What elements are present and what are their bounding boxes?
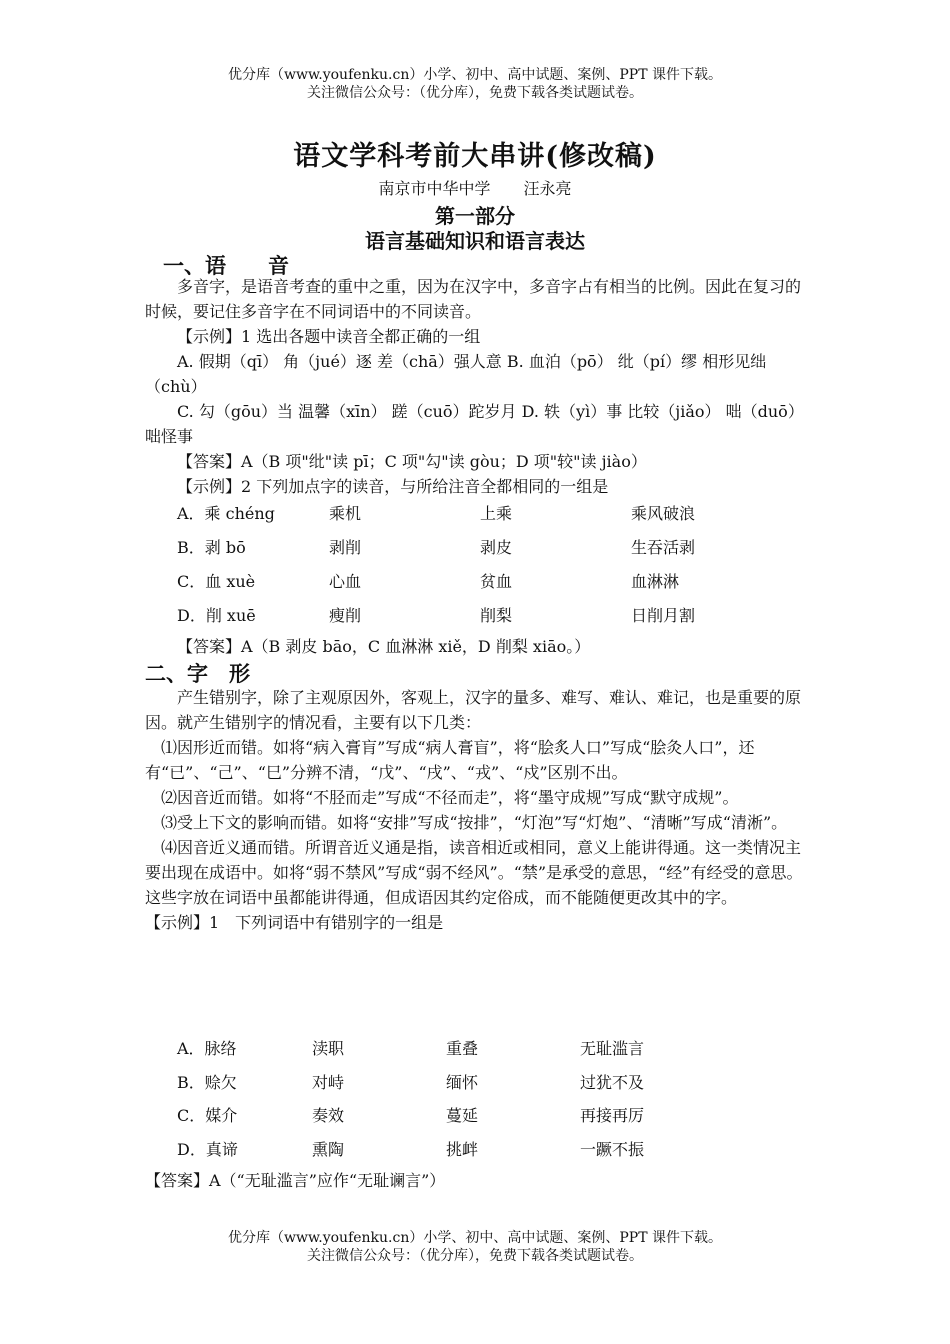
author-name: 汪永亮 bbox=[523, 179, 572, 198]
ex2-b-4: 生吞活剥 bbox=[631, 538, 696, 557]
example2-prompt: 【示例】2 下列加点字的读音，与所给注音全都相同的一组是 bbox=[177, 477, 609, 496]
answer2-block bbox=[145, 634, 807, 659]
ex3-b-3: 缅怀 bbox=[446, 1073, 479, 1092]
ex3-b-4: 过犹不及 bbox=[580, 1073, 645, 1092]
header-line-2: 关注微信公众号：（优分库），免费下载各类试题试卷。 bbox=[307, 85, 643, 101]
header-line-1: 优分库（www.youfenku.cn）小学、初中、高中试题、案例、PPT 课件下载。 bbox=[227, 67, 722, 83]
section1-heading: 一、语 音 bbox=[163, 253, 289, 278]
ex3-a-2: 渎职 bbox=[312, 1039, 345, 1058]
ex2-c-1: C．血 xuè bbox=[177, 572, 256, 591]
ex3-d-2: 熏陶 bbox=[312, 1140, 345, 1159]
ex2-d-1: D．削 xuē bbox=[177, 606, 256, 625]
ex2-c-3: 贫血 bbox=[480, 572, 513, 591]
author-line bbox=[0, 176, 950, 199]
ex3-c-1: C．媒介 bbox=[177, 1106, 238, 1125]
page-footer bbox=[0, 1229, 950, 1265]
ex3-c-2: 奏效 bbox=[312, 1106, 345, 1125]
section2-example-prompt: 【示例】1 下列词语中有错别字的一组是 bbox=[145, 913, 444, 932]
section1-intro: 多音字，是语音考查的重中之重，因为在汉字中，多音字占有相当的比例。因此在复习的时候，要记住多音字在不同词语中的不同读音。 bbox=[145, 277, 802, 321]
part-subtitle: 语言基础知识和语言表达 bbox=[365, 229, 585, 253]
ex3-a-4: 无耻滥言 bbox=[580, 1039, 645, 1058]
footer-line-1: 优分库（www.youfenku.cn）小学、初中、高中试题、案例、PPT 课件下载。 bbox=[227, 1230, 722, 1246]
ex3-b-1: B．赊欠 bbox=[177, 1073, 237, 1092]
footer-line-2: 关注微信公众号：（优分库），免费下载各类试题试卷。 bbox=[307, 1248, 643, 1264]
ex2-a-3: 上乘 bbox=[480, 504, 513, 523]
example1-prompt: 【示例】1 选出各题中读音全都正确的一组 bbox=[177, 327, 481, 346]
ex2-b-3: 剥皮 bbox=[480, 538, 513, 557]
author-school: 南京市中华中学 bbox=[378, 179, 491, 198]
document-title: 语文学科考前大串讲(修改稿) bbox=[293, 141, 657, 172]
ex2-c-2: 心血 bbox=[329, 572, 362, 591]
ex3-d-3: 挑衅 bbox=[446, 1140, 479, 1159]
example1-line-2: C. 勾（gōu）当 温馨（xīn） 蹉（cuō）跎岁月 D. 轶（yì）事 比较（jiǎo） 咄（duō）咄怪事 bbox=[145, 402, 804, 446]
example1-line-1: A. 假期（qī） 角（jué）逐 差（chā）强人意 B. 血泊（pō） 纰（pí）缪 相形见绌（chù） bbox=[145, 352, 767, 396]
answer1: 【答案】A（B 项"纰"读 pī；C 项"勾"读 gòu；D 项"较"读 jiào） bbox=[177, 452, 647, 471]
section2-item-4: ⑷因音近义通而错。所谓音近义通是指，读音相近或相同，意义上能讲得通。这一类情况主要出现在成语中。如将“弱不禁风”写成“弱不经风”。“禁”是承受的意思，“经”有经受的意思。这些字放在词语中虽都能讲得通，但成语因其约定俗成，而不能随便更改其中的字。 bbox=[145, 838, 803, 907]
section2-item-2: ⑵因音近而错。如将“不胫而走”写成“不径而走”，将“墨守成规”写成“默守成规”。 bbox=[161, 788, 739, 807]
ex3-b-2: 对峙 bbox=[312, 1073, 345, 1092]
section2-item-1: ⑴因形近而错。如将“病入膏肓”写成“病人膏盲”，将“脍炙人口”写成“脍灸人口”，还有“已”、“己”、“巳”分辨不清，“戊”、“戌”、“戎”、“戍”区别不出。 bbox=[145, 738, 755, 782]
ex3-d-1: D．真谛 bbox=[177, 1140, 238, 1159]
section2-body bbox=[145, 685, 807, 935]
ex2-a-1: A．乘 chéng bbox=[177, 504, 275, 523]
ex3-a-3: 重叠 bbox=[446, 1039, 479, 1058]
section2-heading: 二、字 形 bbox=[145, 661, 250, 686]
ex2-b-1: B．剥 bō bbox=[177, 538, 246, 557]
ex2-a-2: 乘机 bbox=[329, 504, 362, 523]
section1-body bbox=[145, 274, 807, 499]
ex2-d-2: 瘦削 bbox=[329, 606, 362, 625]
section2-answer: 【答案】A（“无耻滥言”应作“无耻谰言”） bbox=[145, 1171, 446, 1190]
ex3-d-4: 一蹶不振 bbox=[580, 1140, 645, 1159]
ex2-b-2: 剥削 bbox=[329, 538, 362, 557]
ex2-d-4: 日削月割 bbox=[631, 606, 696, 625]
section2-intro: 产生错别字，除了主观原因外，客观上，汉字的量多、难写、难认、难记，也是重要的原因。就产生错别字的情况看，主要有以下几类： bbox=[145, 688, 802, 732]
page-header bbox=[0, 66, 950, 102]
ex2-c-4: 血淋淋 bbox=[631, 572, 680, 591]
answer2: 【答案】A（B 剥皮 bāo，C 血淋淋 xiě，D 削梨 xiāo。） bbox=[177, 637, 591, 656]
ex3-a-1: A．脉络 bbox=[177, 1039, 237, 1058]
part-label: 第一部分 bbox=[435, 204, 515, 228]
section2-item-3: ⑶受上下文的影响而错。如将“安排”写成“按排”，“灯泡”写“灯炮”、“清晰”写成“清淅”。 bbox=[161, 813, 788, 832]
ex3-c-3: 蔓延 bbox=[446, 1106, 479, 1125]
section2-answer-block bbox=[145, 1168, 807, 1193]
ex2-d-3: 削梨 bbox=[480, 606, 513, 625]
ex2-a-4: 乘风破浪 bbox=[631, 504, 696, 523]
ex3-c-4: 再接再厉 bbox=[580, 1106, 645, 1125]
